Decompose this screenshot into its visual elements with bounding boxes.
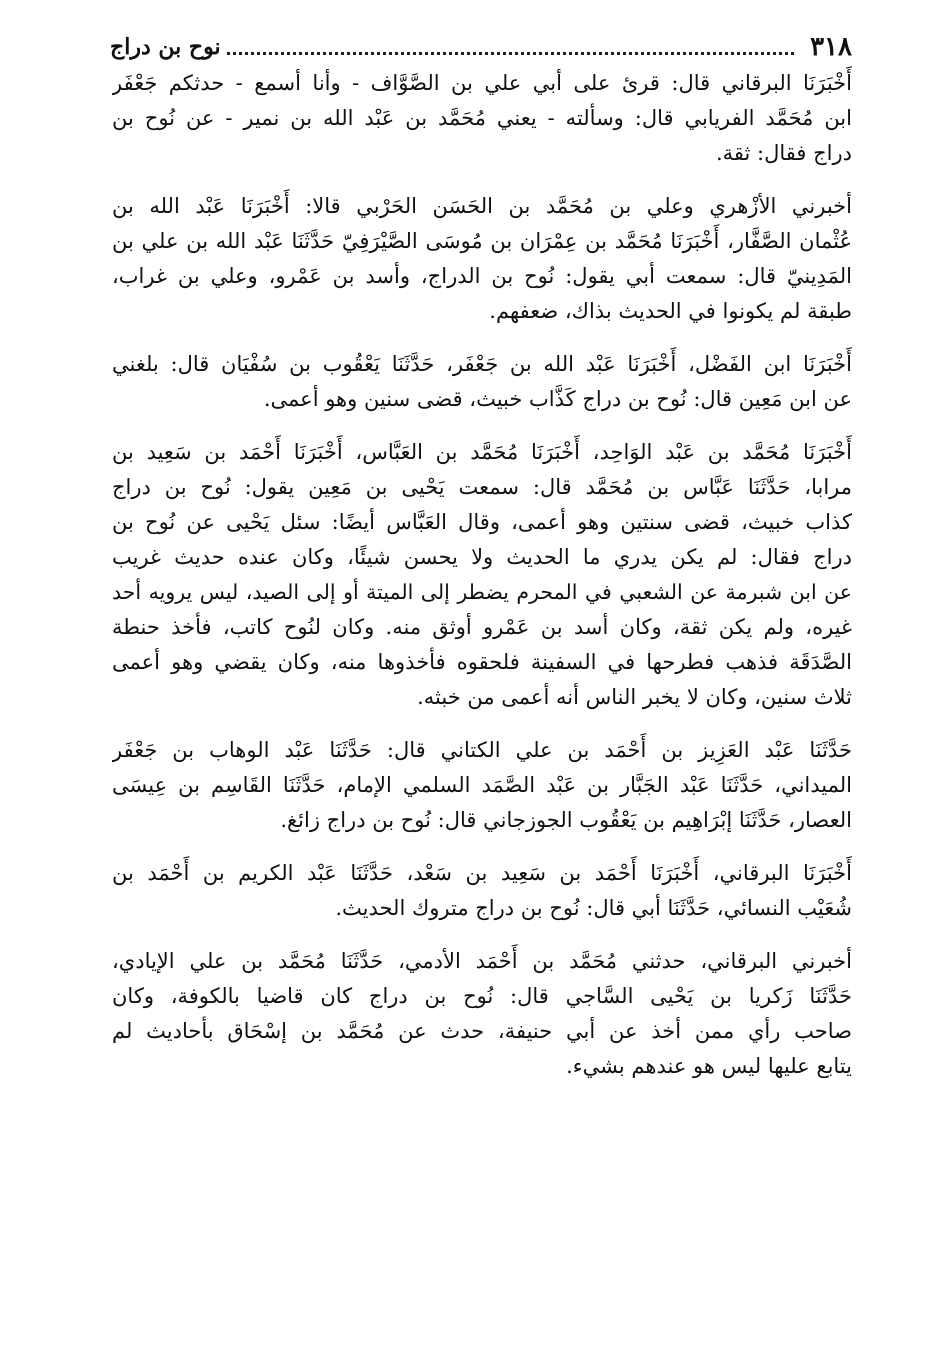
paragraph [112,733,852,838]
text-line: ابن مُحَمَّد الفريابي قال: وسألته - يعني مُحَمَّد بن عَبْد الله بن نمير - عن نُوح بن [112,106,852,130]
text-line: أَخْبَرَنَا البرقاني قال: قرئ على أبي علي بن الصَّوَّاف - وأنا أسمع - حدثكم جَعْفَر [112,71,852,95]
text-line: دراج فقال: لم يكن يدري ما الحديث ولا يحسن شيئًا، وكان عنده حديث غريب [112,545,852,569]
text-line: شُعَيْب النسائي، حَدَّثَنَا أبي قال: نُوح بن دراج متروك الحديث. [335,896,852,920]
text-line: كذاب خبيث، قضى سنتين وهو أعمى، وقال العَبَّاس أيضًا: سئل يَحْيى عن نُوح بن [112,510,852,534]
text-line: أَخْبَرَنَا ابن الفَضْل، أَخْبَرَنَا عَبْد الله بن جَعْفَر، حَدَّثَنَا يَعْقُوب بن سُفْيَان قال: بلغني [112,352,852,376]
text-line: صاحب رأي ممن أخذ عن أبي حنيفة، حدث عن مُحَمَّد بن إسْحَاق بأحاديث لم [112,1019,852,1043]
text-line: دراج فقال: ثقة. [715,141,852,165]
text-line: ثلاث سنين، وكان لا يخبر الناس أنه أعمى من خبثه. [417,685,852,709]
page-body [112,66,852,1102]
page-number: ٣١٨ [810,32,852,62]
text-line: أَخْبَرَنَا مُحَمَّد بن عَبْد الوَاحِد، أَخْبَرَنَا مُحَمَّد بن العَبَّاس، أَخْبَرَنَا أَحْمَد بن سَعِيد بن [112,440,852,464]
text-line: عُثْمان الصَّفَّار، أَخْبَرَنَا مُحَمَّد بن عِمْرَان بن مُوسَى الصَّيْرَفِيّ حَدَّثَنَا عَبْد الله بن علي بن [112,229,852,253]
running-title: نوح بن دراج [110,34,221,60]
paragraph [112,856,852,926]
paragraph [112,347,852,417]
text-line: المَدِينيّ قال: سمعت أبي يقول: نُوح بن الدراج، وأسد بن عَمْرو، وعلي بن غراب، [112,264,852,288]
text-line: أخبرني الأزْهري وعلي بن مُحَمَّد بن الحَسَن الحَرْبي قالا: أَخْبَرَنَا عَبْد الله بن [112,194,852,218]
text-line: عن ابن مَعِين قال: نُوح بن دراج كَذَّاب خبيث، قضى سنين وهو أعمى. [263,387,852,411]
text-line: غيره، ولم يكن ثقة، وكان أسد بن عَمْرو أوثق منه. وكان لنُوح كاتب، فأخذ حنطة [112,615,852,639]
text-line: أَخْبَرَنَا البرقاني، أَخْبَرَنَا أَحْمَد بن سَعِيد بن سَعْد، حَدَّثَنَا عَبْد الكريم بن أَحْمَد بن [112,861,852,885]
text-line: العصار، حَدَّثَنَا إبْرَاهِيم بن يَعْقُوب الجوزجاني قال: نُوح بن دراج زائغ. [280,808,852,832]
paragraph [112,189,852,329]
paragraph [112,435,852,715]
text-line: مرابا، حَدَّثَنَا عَبَّاس بن مُحَمَّد قال: سمعت يَحْيى بن مَعِين يقول: نُوح بن دراج [112,475,852,499]
text-line: حَدَّثَنَا زَكريا بن يَحْيى السَّاجي قال: نُوح بن دراج كان قاضيا بالكوفة، وكان [112,984,852,1008]
running-head [110,30,852,64]
text-line: أخبرني البرقاني، حدثني مُحَمَّد بن أَحْمَد الأدمي، حَدَّثَنَا مُحَمَّد بن علي الإيادي، [112,949,852,973]
text-line: حَدَّثَنَا عَبْد العَزِيز بن أَحْمَد بن علي الكتاني قال: حَدَّثَنَا عَبْد الوهاب بن جَعْفَر [112,738,852,762]
text-line: عن ابن شبرمة عن الشعبي في المحرم يضطر إلى الميتة أو إلى الصيد، ليس يرويه أحد [112,580,852,604]
text-line: طبقة لم يكونوا في الحديث بذاك، ضعفهم. [489,299,852,323]
paragraph [112,944,852,1084]
paragraph [112,66,852,171]
text-line: الصَّدَقَة فذهب فطرحها في السفينة فلحقوه فأخذوها منه، وكان يقضي وهو أعمى [112,650,852,674]
text-line: يتابع عليها ليس هو عندهم بشيء. [566,1054,852,1078]
text-line: الميداني، حَدَّثَنَا عَبْد الجَبَّار بن عَبْد الصَّمَد السلمي الإمام، حَدَّثَنَا القَاسِم بن عِيسَى [112,773,852,797]
dotted-leader [227,52,794,55]
